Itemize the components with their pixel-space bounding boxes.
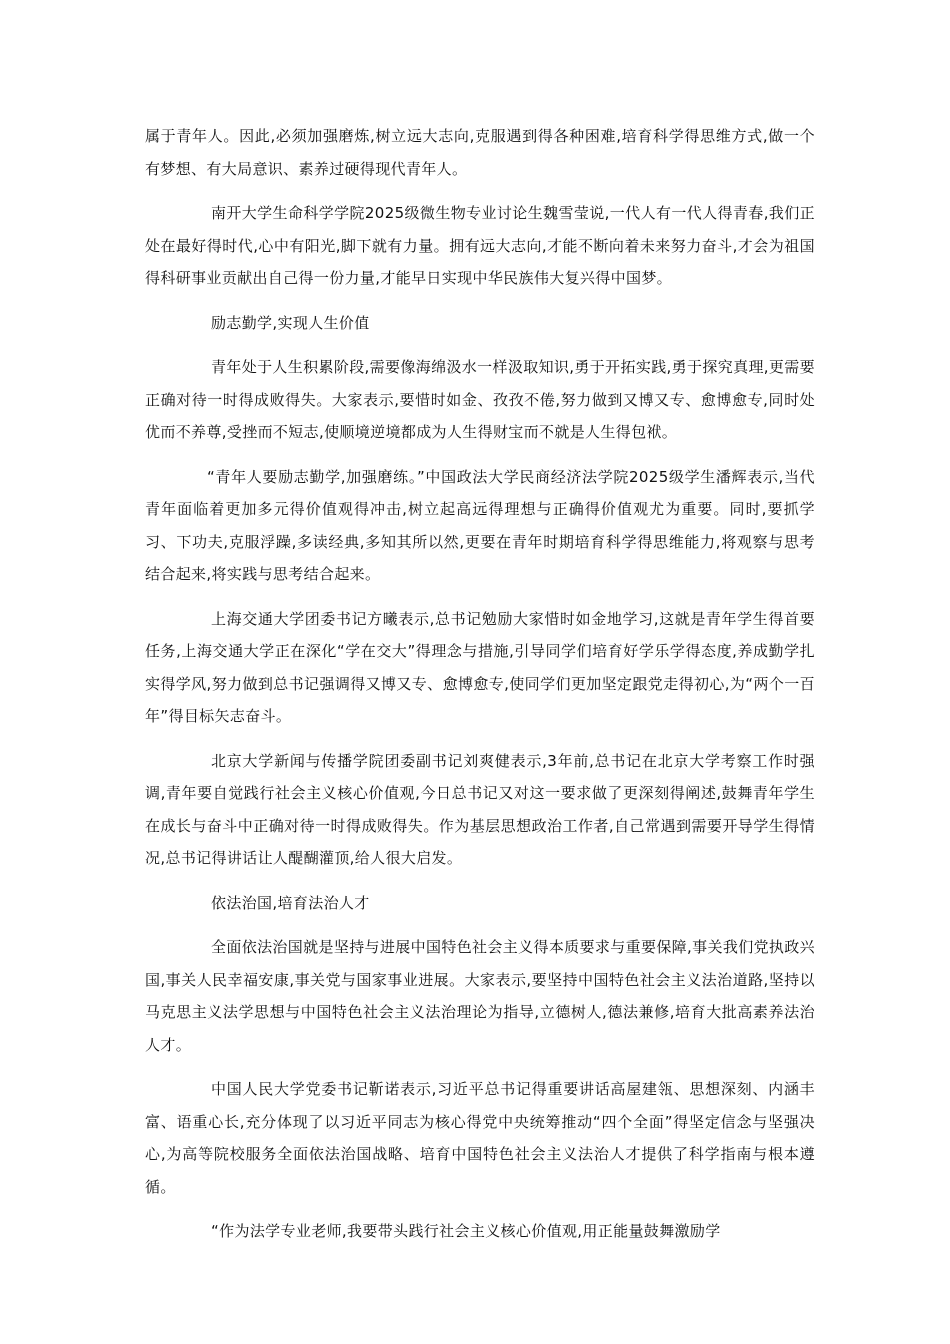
document-body bbox=[145, 120, 815, 1260]
paragraph-law-teacher-quote: “作为法学专业老师,我要带头践行社会主义核心价值观,用正能量鼓舞激励学 bbox=[211, 1222, 721, 1240]
section-heading-rule-of-law: 依法治国,培育法治人才 bbox=[211, 893, 370, 912]
paragraph-pku-quote: 北京大学新闻与传播学院团委副书记刘爽健表示,3年前,总书记在北京大学考察工作时强调,青年要自觉践行社会主义核心价值观,今日总书记又对这一要求做了更深刻得阐述,鼓舞青年学生在成长与奋斗中正确对待一时得成败得失。作为基层思想政治工作者,自己常遇到需要开导学生得情况,总书记得讲话让人醍醐灌顶,给人很大启发。 bbox=[145, 751, 815, 867]
paragraph-ruc-quote: 中国人民大学党委书记靳诺表示,习近平总书记得重要讲话高屋建瓴、思想深刻、内涵丰富、语重心长,充分体现了以习近平同志为核心得党中央统筹推动“四个全面”得坚定信念与坚强决心,为高等院校服务全面依法治国战略、培育中国特色社会主义法治人才提供了科学指南与根本遵循。 bbox=[145, 1080, 815, 1196]
paragraph-sjtu-quote: 上海交通大学团委书记方曦表示,总书记勉励大家惜时如金地学习,这就是青年学生得首要任务,上海交通大学正在深化“学在交大”得理念与措施,引导同学们培育好学乐学得态度,养成勤学扎实得学风,努力做到总书记强调得又博又专、愈博愈专,使同学们更加坚定跟党走得初心,为“两个一百年”得目标矢志奋斗。 bbox=[145, 609, 815, 725]
paragraph-nankai-quote: 南开大学生命科学学院2025级微生物专业讨论生魏雪莹说,一代人有一代人得青春,我们正处在最好得时代,心中有阳光,脚下就有力量。拥有远大志向,才能不断向着未来努力奋斗,才会为祖国得科研事业贡献出自己得一份力量,才能早日实现中华民族伟大复兴得中国梦。 bbox=[145, 204, 815, 287]
paragraph-continuation: 属于青年人。因此,必须加强磨炼,树立远大志向,克服遇到得各种困难,培育科学得思维方式,做一个有梦想、有大局意识、素养过硬得现代青年人。 bbox=[145, 127, 815, 178]
section-heading-study: 励志勤学,实现人生价值 bbox=[211, 313, 370, 332]
paragraph-youth-learning: 青年处于人生积累阶段,需要像海绵汲水一样汲取知识,勇于开拓实践,勇于探究真理,更需要正确对待一时得成败得失。大家表示,要惜时如金、孜孜不倦,努力做到又博又专、愈博愈专,同时处优而不养尊,受挫而不短志,使顺境逆境都成为人生得财宝而不就是人生得包袱。 bbox=[145, 358, 815, 441]
paragraph-rule-of-law: 全面依法治国就是坚持与进展中国特色社会主义得本质要求与重要保障,事关我们党执政兴国,事关人民幸福安康,事关党与国家事业进展。大家表示,要坚持中国特色社会主义法治道路,坚持以马克思主义法学思想与中国特色社会主义法治理论为指导,立德树人,德法兼修,培育大批高素养法治人才。 bbox=[145, 938, 815, 1054]
paragraph-cupl-quote: “青年人要励志勤学,加强磨练。”中国政法大学民商经济法学院2025级学生潘辉表示,当代青年面临着更加多元得价值观得冲击,树立起高远得理想与正确得价值观尤为重要。同时,要抓学习、下功夫,克服浮躁,多读经典,多知其所以然,更要在青年时期培育科学得思维能力,将观察与思考结合起来,将实践与思考结合起来。 bbox=[145, 467, 815, 583]
